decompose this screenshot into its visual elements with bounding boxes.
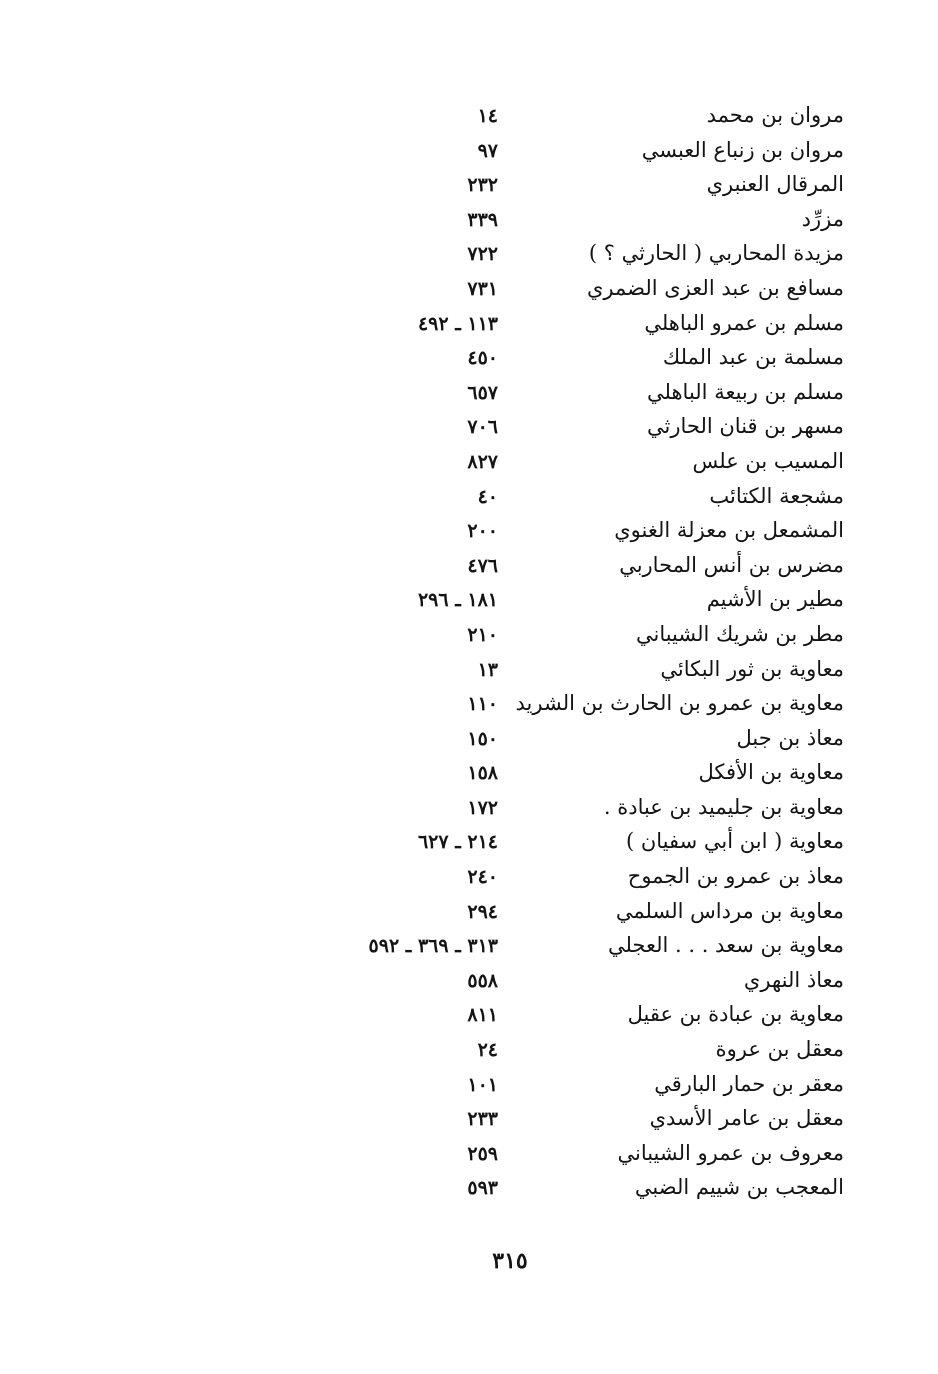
index-entry — [0, 721, 938, 756]
index-entry — [0, 755, 938, 790]
entry-pages: ١٠١ — [467, 1073, 498, 1096]
entry-name: المشمعل بن معزلة الغنوي — [614, 518, 844, 543]
entry-pages: ٤٥٠ — [467, 347, 498, 370]
index-entry — [0, 686, 938, 721]
index-entry — [0, 444, 938, 479]
entry-pages: ٢٣٢ — [467, 174, 498, 197]
entry-pages: ٣١٣ ـ ٣٦٩ ـ ٥٩٢ — [368, 935, 498, 958]
index-entry — [0, 859, 938, 894]
entry-name: معاذ بن جبل — [736, 725, 844, 750]
index-entry — [0, 167, 938, 202]
entry-name: معاوية بن مرداس السلمي — [615, 898, 844, 923]
entry-name: معاوية بن عبادة بن عقيل — [627, 1002, 844, 1027]
index-entry — [0, 652, 938, 687]
entry-name: المعجب بن شييم الضبي — [634, 1175, 844, 1200]
entry-name: المرقال العنبري — [706, 172, 844, 197]
entry-pages: ٨٢٧ — [467, 450, 498, 473]
entry-pages: ١٤ — [477, 105, 498, 127]
entry-pages: ٩٧ — [477, 139, 498, 162]
entry-pages: ٣٣٩ — [467, 208, 498, 231]
entry-pages: ١١٣ ـ ٤٩٢ — [417, 312, 498, 335]
entry-name: مشجعة الكتائب — [709, 483, 844, 508]
entry-name: مطير بن الأشيم — [706, 587, 844, 612]
index-entry — [0, 1032, 938, 1067]
index-entry — [0, 790, 938, 825]
entry-name: معاوية بن عمرو بن الحارث بن الشريد — [515, 691, 844, 716]
entry-name: مزرِّد — [801, 206, 844, 231]
entry-pages: ٢٠٠ — [467, 520, 498, 543]
entry-name: مروان بن محمد — [706, 103, 844, 127]
entry-name: مزيدة المحاربي ( الحارثي ؟ ) — [588, 241, 844, 266]
entry-pages: ١٣ — [477, 658, 498, 681]
index-list — [0, 98, 938, 1205]
entry-pages: ٢٤ — [477, 1039, 498, 1062]
index-entry — [0, 1101, 938, 1136]
entry-pages: ٢٥٩ — [467, 1142, 498, 1165]
entry-pages: ٤٠ — [477, 485, 498, 508]
index-entry — [0, 582, 938, 617]
entry-pages: ٤٧٦ — [467, 554, 498, 577]
entry-name: معاوية بن سعد . . . العجلي — [607, 933, 844, 958]
entry-pages: ٢٤٠ — [467, 866, 498, 889]
index-entry — [0, 271, 938, 306]
entry-name: مسهر بن قنان الحارثي — [647, 414, 844, 439]
entry-pages: ٥٩٣ — [467, 1177, 498, 1200]
index-entry — [0, 1170, 938, 1205]
entry-pages: ١٥٠ — [467, 727, 498, 750]
index-entry — [0, 548, 938, 583]
index-entry — [0, 236, 938, 271]
entry-pages: ٢٣٣ — [467, 1108, 498, 1131]
index-entry — [0, 963, 938, 998]
index-entry — [0, 1136, 938, 1171]
entry-pages: ١٥٨ — [467, 762, 498, 785]
index-entry — [0, 306, 938, 341]
index-entry — [0, 894, 938, 929]
entry-name: مسافع بن عبد العزى الضمري — [586, 275, 844, 300]
entry-name: معاذ بن عمرو بن الجموح — [627, 864, 844, 889]
entry-pages: ٧٣١ — [467, 277, 498, 300]
entry-pages: ٢١٠ — [467, 623, 498, 646]
index-entry — [0, 479, 938, 514]
entry-name: معقل بن عامر الأسدي — [649, 1106, 844, 1131]
entry-pages: ٨١١ — [467, 1004, 498, 1027]
index-entry — [0, 997, 938, 1032]
entry-pages: ٦٥٧ — [467, 381, 498, 404]
entry-name: مروان بن زنباع العبسي — [641, 137, 844, 162]
entry-name: معقل بن عروة — [715, 1037, 844, 1062]
entry-name: معاذ النهري — [743, 967, 844, 992]
entry-pages: ٢١٤ ـ ٦٢٧ — [417, 831, 498, 854]
entry-pages: ٧٠٦ — [467, 416, 498, 439]
entry-name: مطر بن شريك الشيباني — [635, 621, 844, 646]
entry-name: معاوية بن ثور البكائي — [660, 656, 844, 681]
entry-name: مسلمة بن عبد الملك — [662, 345, 844, 370]
entry-name: معاوية ( ابن أبي سفيان ) — [625, 829, 844, 854]
entry-name: مسلم بن عمرو الباهلي — [644, 310, 844, 335]
entry-name: مسلم بن ربيعة الباهلي — [647, 379, 844, 404]
entry-pages: ٢٩٤ — [467, 900, 498, 923]
entry-name: مضرس بن أنس المحاربي — [619, 552, 844, 577]
entry-name: معاوية بن الأفكل — [698, 760, 844, 785]
page-number: ٣١٥ — [492, 1248, 528, 1274]
index-entry — [0, 1067, 938, 1102]
index-entry — [0, 824, 938, 859]
index-entry — [0, 133, 938, 168]
entry-name: المسيب بن علس — [692, 448, 844, 473]
index-entry — [0, 617, 938, 652]
entry-pages: ٥٥٨ — [467, 969, 498, 992]
entry-name: معقر بن حمار البارقي — [654, 1071, 844, 1096]
index-entry — [0, 340, 938, 375]
index-entry — [0, 375, 938, 410]
index-entry — [0, 409, 938, 444]
entry-pages: ١٨١ ـ ٢٩٦ — [417, 589, 498, 612]
entry-name: معروف بن عمرو الشيباني — [617, 1140, 844, 1165]
index-entry — [0, 202, 938, 237]
entry-name: معاوية بن جليميد بن عبادة . — [603, 794, 844, 819]
entry-pages: ١١٠ — [467, 693, 498, 716]
entry-pages: ١٧٢ — [467, 796, 498, 819]
index-entry — [0, 928, 938, 963]
entry-pages: ٧٢٢ — [467, 243, 498, 266]
index-entry — [0, 513, 938, 548]
index-entry — [0, 98, 938, 133]
